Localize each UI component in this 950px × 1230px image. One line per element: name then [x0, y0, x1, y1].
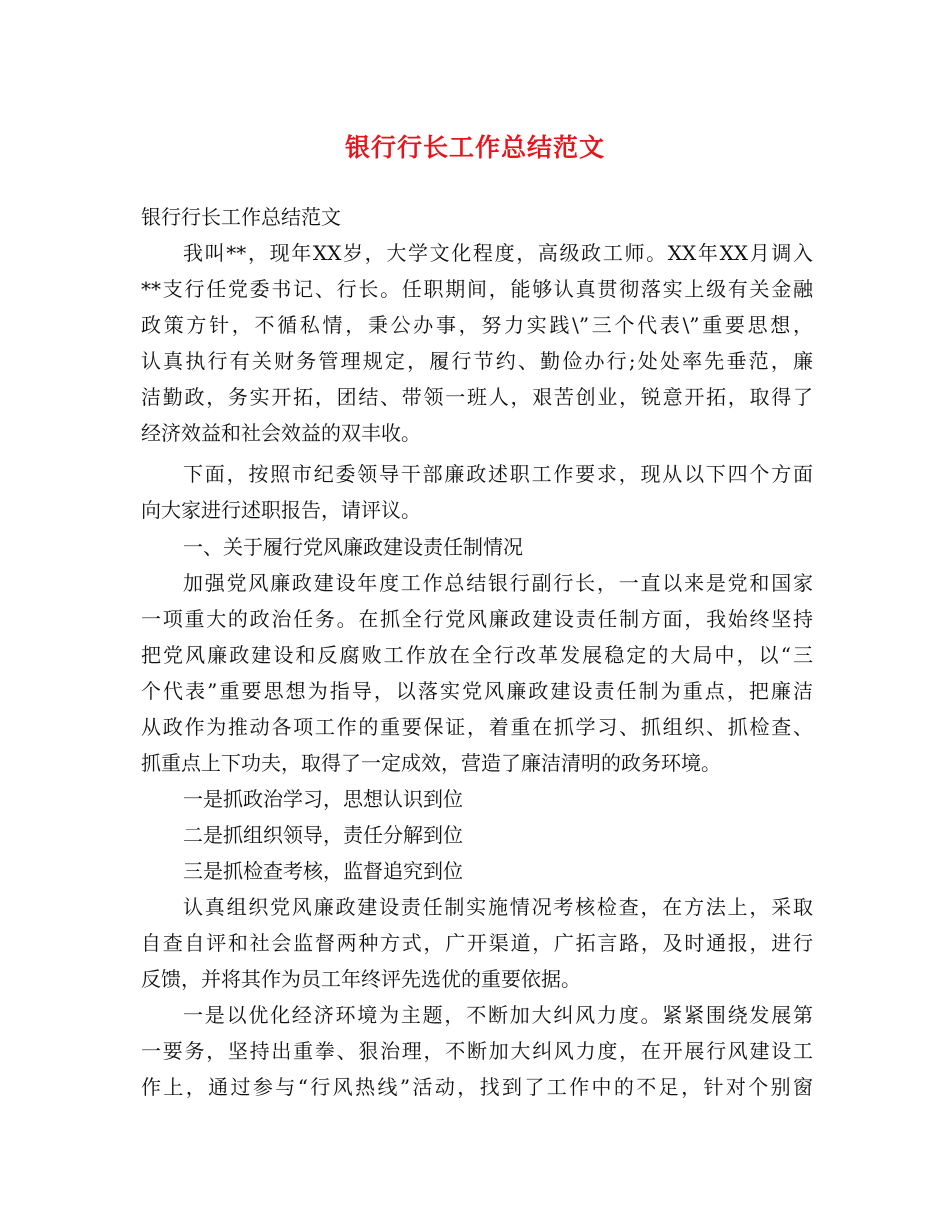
paragraph-line: 加强党风廉政建设年度工作总结银行副行长，一直以来是党和国家	[183, 571, 813, 595]
section-heading: 一、关于履行党风廉政建设责任制情况	[183, 535, 523, 559]
paragraph-line: 向大家进行述职报告，请评议。	[141, 498, 421, 522]
paragraph-line: 洁勤政，务实开拓，团结、带领一班人，艰苦创业，锐意开拓，取得了	[141, 385, 813, 409]
paragraph-line: 一项重大的政治任务。在抓全行党风廉政建设责任制方面，我始终坚持	[141, 607, 813, 631]
paragraph-line: 作上，通过参与“行风热线”活动，找到了工作中的不足，针对个别窗	[141, 1075, 813, 1099]
paragraph-line: 把党风廉政建设和反腐败工作放在全行改革发展稳定的大局中，以“三	[141, 643, 813, 667]
paragraph-line: 一要务，坚持出重拳、狠治理，不断加大纠风力度，在开展行风建设工	[141, 1039, 813, 1063]
paragraph-line: 从政作为推动各项工作的重要保证，着重在抓学习、抓组织、抓检查、	[141, 715, 813, 739]
paragraph-line: 认真执行有关财务管理规定，履行节约、勤俭办行;处处率先垂范，廉	[141, 349, 813, 373]
list-item: 一是抓政治学习，思想认识到位	[183, 787, 463, 811]
paragraph-line: 我叫**，现年XX岁，大学文化程度，高级政工师。XX年XX月调入	[183, 241, 813, 265]
document-title: 银行行长工作总结范文	[344, 133, 605, 162]
paragraph-line: 一是以优化经济环境为主题，不断加大纠风力度。紧紧围绕发展第	[183, 1003, 813, 1027]
paragraph-line: **支行任党委书记、行长。任职期间，能够认真贯彻落实上级有关金融	[141, 277, 813, 301]
paragraph-line: 自查自评和社会监督两种方式，广开渠道，广拓言路，及时通报，进行	[141, 931, 813, 955]
paragraph-line: 反馈，并将其作为员工年终评先选优的重要依据。	[141, 967, 581, 991]
document-subtitle: 银行行长工作总结范文	[141, 205, 341, 229]
paragraph-line: 个代表”重要思想为指导，以落实党风廉政建设责任制为重点，把廉洁	[141, 679, 813, 703]
list-item: 三是抓检查考核，监督追究到位	[183, 859, 463, 883]
list-item: 二是抓组织领导，责任分解到位	[183, 823, 463, 847]
paragraph-line: 政策方针，不循私情，秉公办事，努力实践\”三个代表\”重要思想，	[141, 313, 813, 337]
paragraph-line: 经济效益和社会效益的双丰收。	[141, 421, 421, 445]
paragraph-line: 认真组织党风廉政建设责任制实施情况考核检查，在方法上，采取	[183, 895, 813, 919]
paragraph-line: 抓重点上下功夫，取得了一定成效，营造了廉洁清明的政务环境。	[141, 751, 721, 775]
paragraph-line: 下面，按照市纪委领导干部廉政述职工作要求，现从以下四个方面	[183, 462, 813, 486]
